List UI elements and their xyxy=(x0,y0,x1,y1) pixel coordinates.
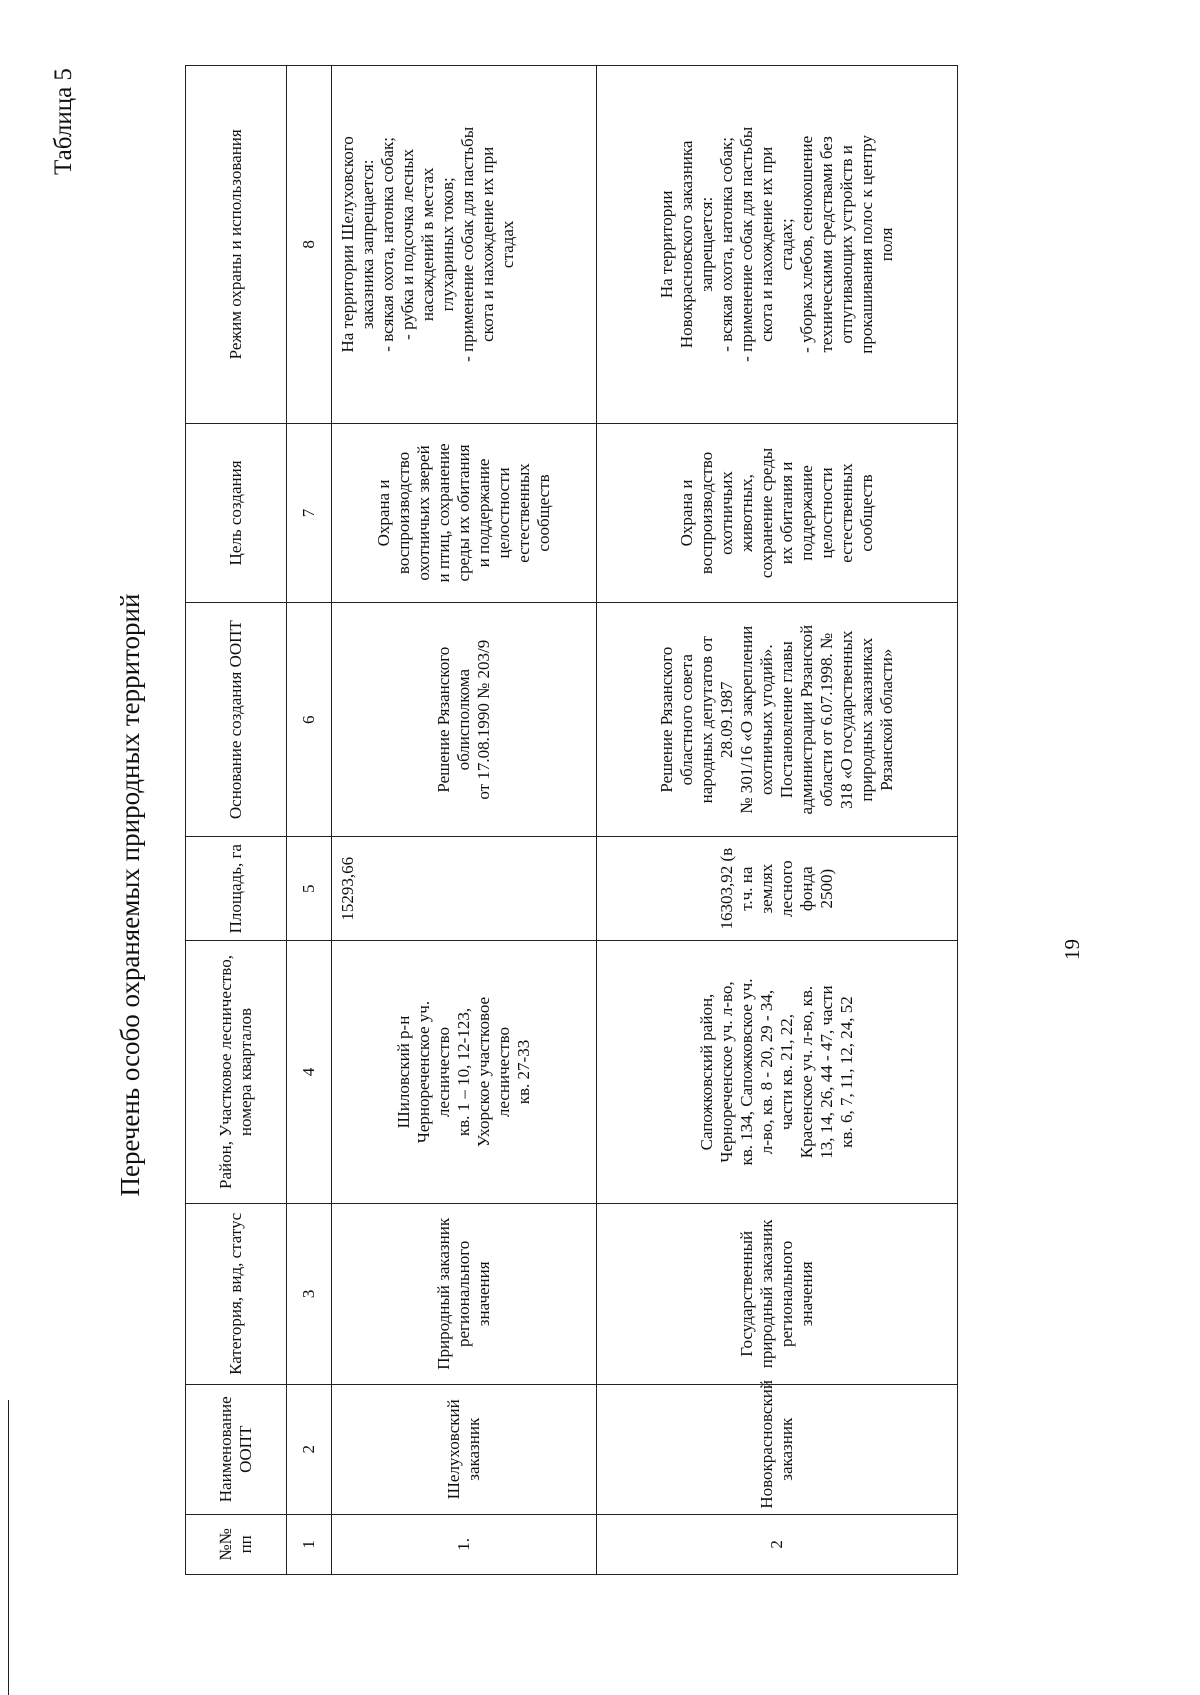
goal-line: сохранение среды xyxy=(756,447,776,579)
goal-line: целостности xyxy=(817,467,837,559)
header-cell-location: Район, Участковое лесничество, номера кварталов xyxy=(186,941,287,1204)
protected-areas-table xyxy=(185,65,958,1575)
location-line: лесничество xyxy=(494,1026,514,1118)
goal-line: сообществ xyxy=(534,474,554,552)
goal-line: среды их обитания xyxy=(453,444,473,582)
regime-line: скота и нахождение их при xyxy=(478,146,498,342)
row-category: Природный заказник регионального значения xyxy=(332,1203,597,1384)
regime-line: стадах xyxy=(498,220,518,269)
row-number: 2 xyxy=(597,1514,958,1574)
goal-line: Охрана и xyxy=(676,479,696,547)
regime-line: - рубка и подсочка лесных xyxy=(398,148,418,340)
goal-line: воспроизводство xyxy=(393,451,413,575)
location-line: кв. 134, Сапожковское уч. xyxy=(736,978,756,1166)
location-line: кв. 1 – 10, 12-123, xyxy=(453,1007,473,1137)
row-number: 1. xyxy=(332,1514,597,1574)
regime-line: На территории Шелуховского xyxy=(338,136,357,353)
table-header-row xyxy=(186,66,287,1575)
basis-line: Решение Рязанского xyxy=(656,646,676,793)
goal-line: естественных xyxy=(514,463,534,563)
regime-line: - всякая охота, натонка собак; xyxy=(716,136,736,352)
header-cell-category: Категория, вид, статус xyxy=(186,1203,287,1384)
regime-line: Новокрасновского заказника xyxy=(676,140,696,349)
header-cell-goal: Цель создания xyxy=(186,423,287,603)
row-name: Новокрасновский заказник xyxy=(597,1384,958,1514)
location-line: лесничество xyxy=(433,1026,453,1118)
header-cell-number: №№ пп xyxy=(186,1514,287,1574)
basis-line: охотничьих угодий». xyxy=(756,644,776,795)
area-line: фонда xyxy=(797,866,817,912)
goal-line: их обитания и xyxy=(777,461,796,565)
regime-line: насаждений в местах xyxy=(418,167,438,322)
row-category: Государственный природный заказник регионального значения xyxy=(597,1203,958,1384)
location-line: Шиловский р-н xyxy=(393,1015,413,1129)
row-regime xyxy=(332,66,597,424)
location-line: Чернореченское уч. л-во, xyxy=(716,981,736,1163)
area-line: лесного xyxy=(777,860,796,918)
regime-line: - уборка хлебов, сенокошение xyxy=(797,135,817,353)
header-cell-basis: Основание создания ООПТ xyxy=(186,603,287,837)
regime-line: стадах; xyxy=(777,218,796,271)
goal-line: охотничьих xyxy=(716,471,736,555)
column-number-row xyxy=(287,66,332,1575)
location-line: Сапожковский район, xyxy=(696,993,716,1151)
basis-line: от 17.08.1990 № 203/9 xyxy=(474,639,494,800)
row-name: Шелуховский заказник xyxy=(332,1384,597,1514)
table-label: Таблица 5 xyxy=(50,68,77,175)
goal-line: охотничьих зверей xyxy=(413,445,433,581)
location-line: части кв. 21, 22, xyxy=(777,1014,796,1130)
basis-line: области от 6.07.1998. № xyxy=(817,632,837,807)
page-number: 19 xyxy=(1060,939,1084,960)
location-line: кв. 6, 7, 11, 12, 24, 52 xyxy=(837,996,857,1148)
basis-line: 318 «О государственных xyxy=(837,630,857,809)
regime-line: скота и нахождение их при xyxy=(756,146,776,342)
basis-line: облисполкома xyxy=(453,668,473,771)
goal-line: поддержание xyxy=(797,465,817,561)
row-goal xyxy=(332,423,597,603)
basis-line: Решение Рязанского xyxy=(433,646,453,793)
basis-line: природных заказниках xyxy=(857,637,877,802)
basis-line: Постановление главы xyxy=(777,641,796,799)
goal-line: животных, xyxy=(736,474,756,552)
column-number: 6 xyxy=(287,603,332,837)
regime-line: - применение собак для пастьбы xyxy=(458,126,478,362)
row-area: 15293,66 xyxy=(332,837,597,941)
regime-line: техническими средствами без xyxy=(817,136,837,353)
basis-line: 28.09.1987 xyxy=(716,681,736,758)
row-basis xyxy=(597,603,958,837)
basis-line: Рязанской области» xyxy=(877,648,897,791)
row-location xyxy=(597,941,958,1204)
goal-line: и поддержание xyxy=(474,458,494,568)
regime-line: На территории xyxy=(656,190,676,299)
location-line: 13, 14, 26, 44 - 47, части xyxy=(817,985,837,1159)
row-location xyxy=(332,941,597,1204)
goal-line: естественных xyxy=(837,463,857,563)
row-regime xyxy=(597,66,958,424)
regime-line: глухариных токов; xyxy=(438,177,458,312)
column-number: 7 xyxy=(287,423,332,603)
basis-line: № 301/16 «О закреплении xyxy=(736,625,756,814)
basis-line: областного совета xyxy=(676,654,696,786)
goal-line: сообществ xyxy=(857,474,877,552)
area-line: 16303,92 (в xyxy=(716,847,736,930)
row-basis xyxy=(332,603,597,837)
row-goal xyxy=(597,423,958,603)
regime-line: прокашивания полос к центру xyxy=(857,135,877,354)
column-number: 3 xyxy=(287,1203,332,1384)
basis-line: народных депутатов от xyxy=(696,636,716,804)
area-line: землях xyxy=(756,863,776,914)
location-line: Красенское уч. л-во, кв. xyxy=(797,985,817,1159)
goal-line: целостности xyxy=(494,467,514,559)
row-area xyxy=(597,837,958,941)
column-number: 4 xyxy=(287,941,332,1204)
rotated-page xyxy=(40,15,1180,1655)
regime-line: заказника запрещается: xyxy=(358,159,378,330)
header-cell-regime: Режим охраны и использования xyxy=(186,66,287,424)
area-line: 2500) xyxy=(817,868,837,909)
goal-line: воспроизводство xyxy=(696,451,716,575)
column-number: 1 xyxy=(287,1514,332,1574)
table-row xyxy=(332,66,597,1575)
location-line: кв. 27-33 xyxy=(514,1039,534,1105)
scan-edge-line xyxy=(8,1400,9,1695)
regime-line: запрещается: xyxy=(696,196,716,292)
column-number: 8 xyxy=(287,66,332,424)
header-cell-area: Площадь, га xyxy=(186,837,287,941)
column-number: 2 xyxy=(287,1384,332,1514)
regime-line: - всякая охота, натонка собак; xyxy=(378,136,398,352)
location-line: Чернореченское уч. xyxy=(413,1000,433,1144)
goal-line: Охрана и xyxy=(373,479,393,547)
goal-line: и птиц, сохранение xyxy=(433,443,453,583)
column-number: 5 xyxy=(287,837,332,941)
regime-line: - применение собак для пастьбы xyxy=(736,126,756,362)
header-cell-name: Наименование ООПТ xyxy=(186,1384,287,1514)
regime-line: отпугивающих устройств и xyxy=(837,145,857,344)
location-line: Ухорское участковое xyxy=(474,996,494,1148)
document-title: Перечень особо охраняемых природных территорий xyxy=(115,593,145,1197)
basis-line: администрации Рязанской xyxy=(797,624,817,815)
table-row xyxy=(597,66,958,1575)
location-line: л-во, кв. 8 - 20, 29 - 34, xyxy=(756,989,776,1155)
area-line: т.ч. на xyxy=(736,866,756,911)
regime-line: поля xyxy=(877,227,897,262)
